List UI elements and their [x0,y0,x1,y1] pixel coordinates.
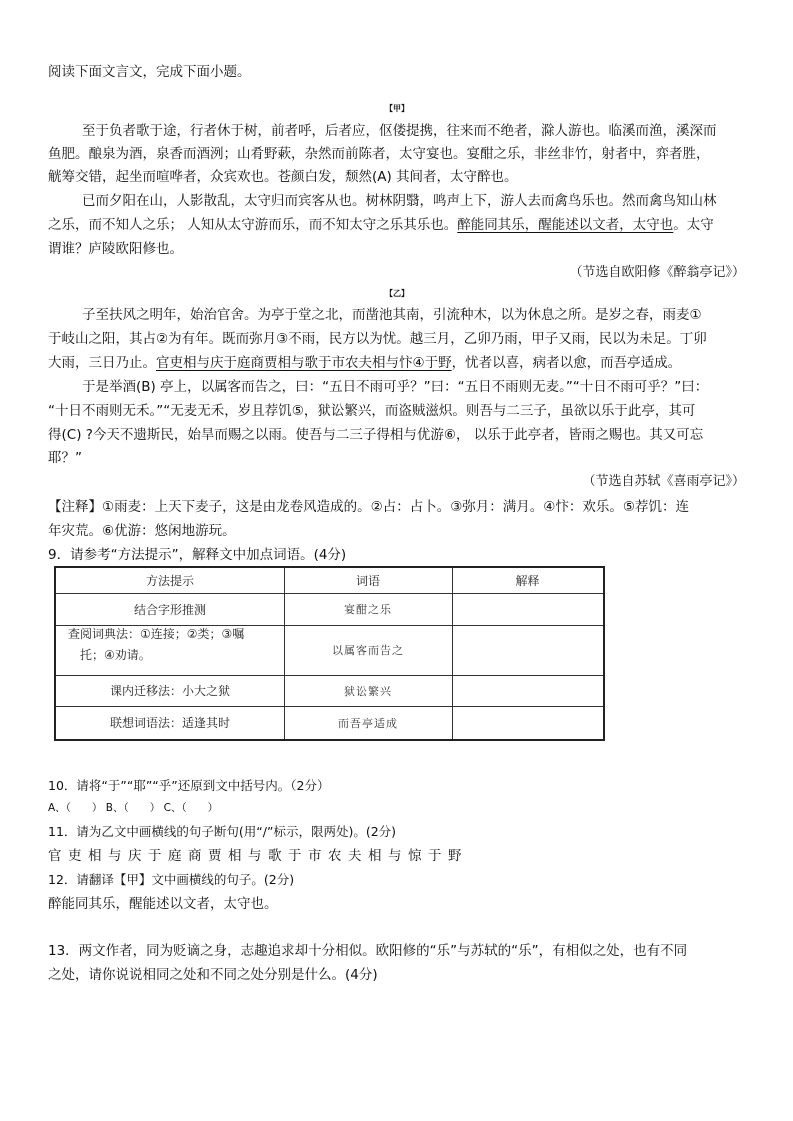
answer-cell[interactable] [452,593,603,625]
question-13-line: 之处，请你说说相同之处和不同之处分别是什么。(4分) [48,967,378,983]
table-hint: 联想词语法：适逢其时 [109,716,230,730]
passage-jia-line: 谓谁？庐陵欧阳修也。 [48,241,183,257]
table-word: 宴酣之乐 [344,603,392,616]
option-c-blank[interactable]: C、（ ） [163,802,219,814]
intro-text: 阅读下面文言文，完成下面小题。 [48,64,251,80]
option-a-blank[interactable]: A、（ ） [48,802,103,814]
annotation-line: 【注释】①雨麦：上天下麦子，这是由龙卷风造成的。②占：占卜。③弥月：满月。④忭：欢乐。⑤荐饥：连 [48,499,690,515]
passage-jia-line: 鱼肥。酿泉为酒，泉香而酒洌；山肴野蔌，杂然而前陈者，太守宴也。宴酣之乐，非丝非竹，射者中，弈者胜， [48,146,710,162]
passage-yi-line: 耶？” [48,450,82,466]
table-word: 狱讼繁兴 [344,684,392,698]
option-b-blank[interactable]: B、（ ） [105,802,161,814]
passage-yi-line: 得(C) ?今天不遗斯民，始旱而赐之以雨。使吾与二三子得相与优游⑥， 以乐于此亭者，皆雨之赐也。其又可忘 [48,427,704,443]
question-10-options [48,802,218,814]
table-header-explanation: 解释 [515,574,540,588]
question-10: 10．请将“于”“耶”“乎”还原到文中括号内。（2分） [48,778,330,793]
passage-yi-tag: 【乙】 [385,289,409,298]
table-hint-line: 查阅词典法：①连接；②类；③嘱 [68,627,245,641]
passage-jia-text: 之乐，而不知人之乐； 人知从太守游而乐，而不知太守之乐其乐也。 [48,217,458,233]
passage-yi-source: （节选自苏轼《喜雨亭记》） [582,474,745,489]
question-12-sentence: 醉能同其乐，醒能述以文者，太守也。 [48,896,278,912]
table-hint: 课内迁移法：小大之狱 [109,684,230,698]
passage-yi-text: ，忧者以喜，病者以愈，而吾亭适成。 [451,355,682,371]
table-word: 以属客而告之 [332,644,404,657]
table-word: 而吾亭适成 [338,716,398,730]
answer-cell[interactable] [452,675,603,706]
answer-cell[interactable] [452,706,603,739]
passage-yi-text: 大雨，三日乃止。 [48,355,156,371]
table-header-word: 词语 [355,574,380,588]
passage-yi-line: “十日不雨则无禾。”“无麦无禾，岁且荐饥⑤，狱讼繁兴，而盗贼滋炽。则吾与二三子，虽欲以乐于此亭，其可 [48,403,696,419]
question-11-sentence: 官吏相与庆于庭商贾相与歌于市农夫相与惊于野 [48,848,468,864]
method-table [54,566,605,741]
table-header-method: 方法提示 [145,574,194,588]
table-hint: 结合字形推测 [133,602,206,617]
answer-cell[interactable] [452,625,603,675]
underlined-sentence-yi: 官吏相与庆于庭商贾相与歌于市农夫相与忭④于野 [156,355,452,371]
passage-yi-line: 于岐山之阳，其占②为有年。既而弥月③不雨，民方以为忧。越三月，乙卯乃雨，甲子又雨，民以为未足。丁卯 [48,331,707,347]
passage-jia-line: 至于负者歌于途，行者休于树，前者呼，后者应，伛偻提携，往来而不绝者，滁人游也。临溪而渔，溪深而 [82,123,717,139]
passage-jia-source: （节选自欧阳修《醉翁亭记》） [569,265,745,280]
question-13-line: 13．两文作者，同为贬谪之身，志趣追求却十分相似。欧阳修的“乐”与苏轼的“乐”，有相似之处，也有不同 [48,943,688,959]
annotation-line: 年灾荒。⑥优游：悠闲地游玩。 [48,523,236,539]
question-11: 11．请为乙文中画横线的句子断句(用“/”标示，限两处)。(2分) [48,824,397,839]
question-12: 12．请翻译【甲】文中画横线的句子。(2分) [48,872,295,887]
passage-yi-line: 子至扶风之明年，始治官舍。为亭于堂之北，而凿池其南，引流种木，以为休息之所。是岁之春，雨麦① [82,307,702,323]
passage-yi-line [48,355,681,371]
question-9: 9．请参考“方法提示”，解释文中加点词语。(4分) [48,547,347,563]
passage-jia-tag: 【甲】 [385,104,409,113]
passage-jia-text: 。太守 [673,217,714,233]
table-hint [56,625,284,675]
passage-yi-line: 于是举酒(B) 亭上，以属客而告之，曰：“五日不雨可乎？”曰：“五日不雨则无麦。”“十日不雨可乎？”曰： [82,379,709,395]
passage-jia-line: 觥筹交错，起坐而喧哗者，众宾欢也。苍颜白发，颓然(A) 其间者，太守醉也。 [48,169,518,185]
passage-jia-line: 已而夕阳在山，人影散乱，太守归而宾客从也。树林阴翳，鸣声上下，游人去而禽鸟乐也。然而禽鸟知山林 [82,193,717,209]
passage-jia-line [48,217,714,233]
table-hint-line: 托；④劝请。 [80,648,151,662]
underlined-sentence-jia: 醉能同其乐，醒能述以文者，太守也 [457,217,674,233]
